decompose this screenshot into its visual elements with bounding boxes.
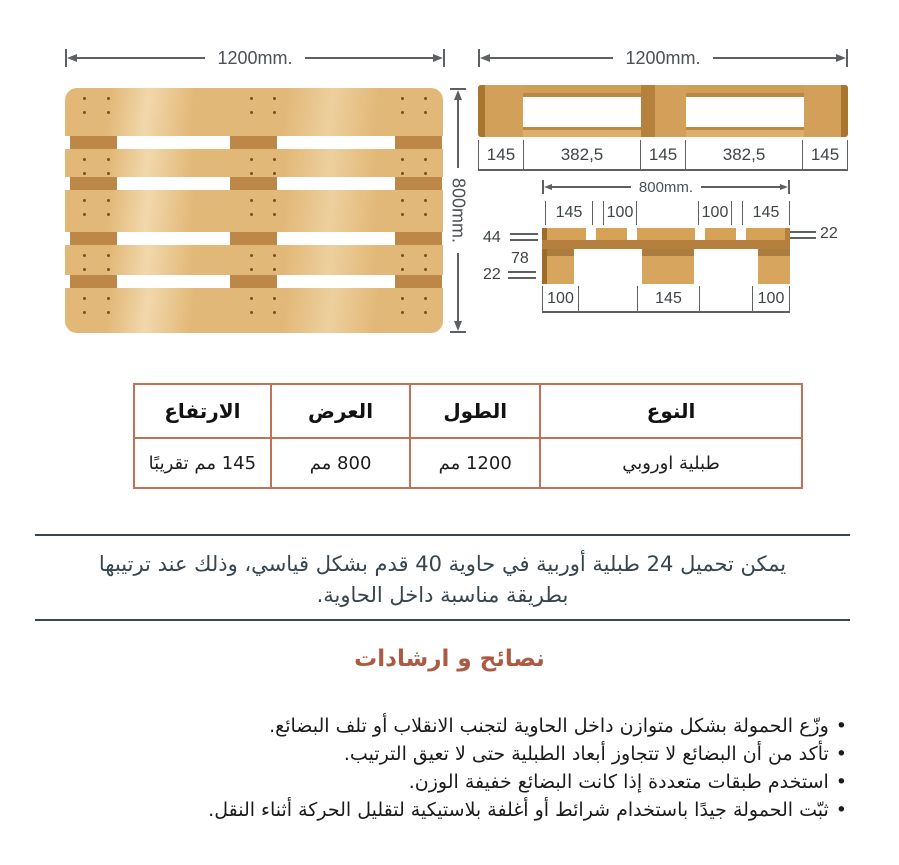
pallet-cross-section bbox=[542, 228, 790, 284]
tips-title: نصائح و ارشادات bbox=[354, 646, 545, 672]
pallet-block bbox=[70, 275, 117, 288]
dimension-value: 145 bbox=[802, 140, 848, 169]
deck-board bbox=[542, 228, 586, 240]
pallet-plank bbox=[65, 88, 443, 136]
dimension-end-tick bbox=[788, 180, 790, 194]
dimension-value: 100 bbox=[603, 201, 637, 225]
pallet-block bbox=[230, 232, 277, 245]
dimension-label: 800mm. bbox=[638, 178, 694, 196]
dimension-leader-lines bbox=[510, 233, 538, 241]
pallet-gap bbox=[65, 232, 443, 245]
pallet-block bbox=[70, 232, 117, 245]
note-line: بطريقة مناسبة داخل الحاوية. bbox=[316, 583, 569, 607]
stringer-board bbox=[542, 240, 790, 249]
dimension-label: 800mm. bbox=[448, 177, 469, 244]
pallet-block bbox=[478, 85, 523, 137]
tips-list bbox=[47, 712, 847, 824]
dimension-end-tick bbox=[846, 49, 848, 67]
tip-item: • تأكد من أن البضائع لا تتجاوز أبعاد الطبلية حتى لا تعيق الترتيب. bbox=[47, 740, 847, 768]
arrowhead-down-icon bbox=[454, 321, 462, 331]
dimension-value: 145 bbox=[742, 201, 790, 225]
pallet-plank bbox=[65, 288, 443, 333]
fork-opening bbox=[523, 93, 641, 130]
cross-section-bottom-dims bbox=[542, 286, 790, 313]
dimension-line bbox=[552, 186, 631, 188]
arrowhead-left-icon bbox=[480, 54, 490, 62]
arrowhead-right-icon bbox=[433, 54, 443, 62]
pallet-long-side-view bbox=[478, 85, 848, 137]
pallet-block bbox=[758, 249, 790, 284]
cross-section-width-dimension bbox=[542, 180, 790, 194]
fork-opening bbox=[686, 93, 804, 130]
table-header-row bbox=[134, 384, 802, 438]
dimension-value: 145 bbox=[637, 286, 700, 311]
deck-board bbox=[746, 228, 790, 240]
dimension-end-tick bbox=[450, 331, 466, 333]
dimension-line bbox=[457, 253, 459, 321]
pallet-block bbox=[395, 232, 442, 245]
pallet-block bbox=[70, 136, 117, 149]
cell-type: طبلية اوروبي bbox=[540, 438, 802, 488]
pallet-block bbox=[804, 85, 848, 137]
deck-board bbox=[637, 228, 695, 240]
long-side-dimension-ruler bbox=[478, 140, 848, 171]
pallet-plank bbox=[65, 245, 443, 275]
header-length: الطول bbox=[410, 384, 540, 438]
dimension-end-tick bbox=[443, 49, 445, 67]
arrowhead-left-icon bbox=[544, 184, 552, 190]
dimension-value: 145 bbox=[545, 201, 593, 225]
dimension-leader-lines bbox=[790, 231, 816, 239]
container-loading-note bbox=[35, 549, 850, 611]
pallet-gap bbox=[65, 275, 443, 288]
cross-section-top-dims bbox=[545, 201, 790, 225]
top-view-width-dimension bbox=[65, 49, 445, 67]
pallet-plank bbox=[65, 190, 443, 232]
arrowhead-left-icon bbox=[67, 54, 77, 62]
long-side-width-dimension bbox=[478, 49, 848, 67]
cell-length: 1200 مم bbox=[410, 438, 540, 488]
dimension-value: 44 bbox=[483, 229, 501, 246]
deck-board bbox=[705, 228, 736, 240]
pallet-block bbox=[395, 275, 442, 288]
dimension-line bbox=[713, 57, 836, 59]
dimension-value: 100 bbox=[752, 286, 790, 311]
dimension-value: 22 bbox=[483, 266, 501, 283]
dimension-value: 145 bbox=[478, 140, 523, 169]
dimension-value: 22 bbox=[820, 225, 838, 242]
arrowhead-up-icon bbox=[454, 90, 462, 100]
table-row bbox=[134, 438, 802, 488]
pallet-specs-table bbox=[133, 383, 803, 489]
deck-boards bbox=[542, 228, 790, 240]
pallet-block bbox=[641, 85, 686, 137]
top-view-height-dimension bbox=[446, 88, 470, 333]
dimension-line bbox=[77, 57, 205, 59]
pallet-block bbox=[642, 249, 694, 284]
dimension-label: 1200mm. bbox=[625, 47, 701, 68]
note-line: يمكن تحميل 24 طبلية أوربية في حاوية 40 قدم بشكل قياسي، وذلك عند ترتيبها bbox=[98, 552, 787, 576]
tip-item: • وزّع الحمولة بشكل متوازن داخل الحاوية لتجنب الانقلاب أو تلف البضائع. bbox=[47, 712, 847, 740]
dimension-value: 382,5 bbox=[685, 140, 802, 169]
pallet-block bbox=[395, 136, 442, 149]
pallet-block bbox=[70, 177, 117, 190]
header-height: الارتفاع bbox=[134, 384, 271, 438]
cell-height: 145 مم تقريبًا bbox=[134, 438, 271, 488]
arrowhead-right-icon bbox=[780, 184, 788, 190]
pallet-block bbox=[230, 177, 277, 190]
dimension-line bbox=[490, 57, 613, 59]
divider-line bbox=[35, 534, 850, 536]
deck-board bbox=[596, 228, 627, 240]
arrowhead-right-icon bbox=[836, 54, 846, 62]
pallet-top-view bbox=[65, 88, 443, 333]
tip-item: • ثبّت الحمولة جيدًا باستخدام شرائط أو أغلفة بلاستيكية لتقليل الحركة أثناء النقل. bbox=[47, 796, 847, 824]
pallet-block bbox=[395, 177, 442, 190]
dimension-value: 78 bbox=[511, 250, 529, 267]
header-type: النوع bbox=[540, 384, 802, 438]
divider-line bbox=[35, 619, 850, 621]
cell-width: 800 مم bbox=[271, 438, 411, 488]
dimension-value: 100 bbox=[698, 201, 732, 225]
pallet-block bbox=[542, 249, 574, 284]
dimension-line bbox=[457, 100, 459, 168]
pallet-gap bbox=[65, 177, 443, 190]
dimension-line bbox=[701, 186, 780, 188]
dimension-value: 382,5 bbox=[523, 140, 640, 169]
dimension-value: 145 bbox=[640, 140, 685, 169]
tip-item: • استخدم طبقات متعددة إذا كانت البضائع خفيفة الوزن. bbox=[47, 768, 847, 796]
dimension-label: 1200mm. bbox=[217, 47, 293, 68]
pallet-plank bbox=[65, 149, 443, 177]
dimension-leader-lines bbox=[508, 271, 536, 279]
pallet-block bbox=[230, 136, 277, 149]
pallet-gap bbox=[65, 136, 443, 149]
pallet-block bbox=[230, 275, 277, 288]
header-width: العرض bbox=[271, 384, 411, 438]
dimension-value: 100 bbox=[542, 286, 579, 311]
dimension-line bbox=[305, 57, 433, 59]
